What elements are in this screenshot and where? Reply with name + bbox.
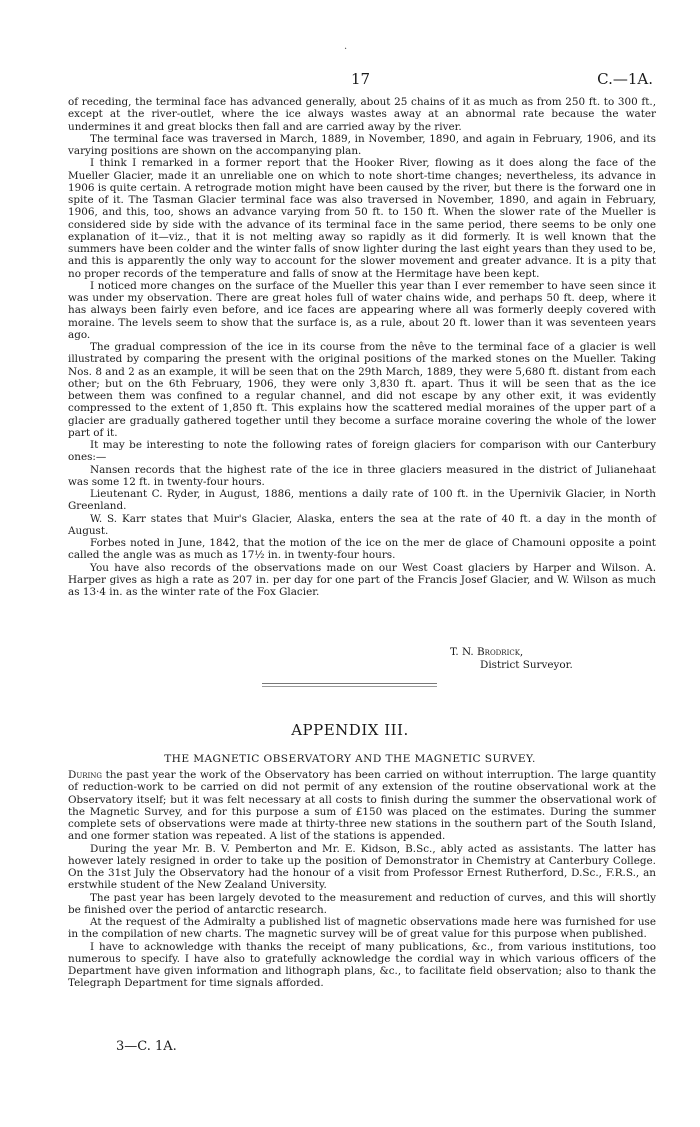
page-footer: 3—C. 1A.: [116, 1039, 177, 1054]
appendix-body: [68, 769, 656, 990]
paragraph: W. S. Karr states that Muir's Glacier, Alaska, enters the sea at the rate of 40 ft. a day in the month of August.: [68, 512, 656, 537]
paragraph: Nansen records that the highest rate of the ice in three glaciers measured in the district of Julianehaat was some 12 ft. in twenty-four hours.: [68, 463, 656, 488]
page-reference: C.—1A.: [597, 70, 653, 88]
paragraph: The terminal face was traversed in March, 1889, in November, 1890, and again in February, 1906, and its varying positions are shown on the accompanying plan.: [68, 132, 656, 157]
page-header: [68, 70, 653, 90]
paragraph: Forbes noted in June, 1842, that the motion of the ice on the mer de glace of Chamouni opposite a point called the angle was as much as 17½ in. in twenty-four hours.: [68, 537, 656, 562]
report-body: [68, 96, 656, 598]
signature-title: District Surveyor.: [480, 659, 573, 671]
paragraph: Lieutenant C. Ryder, in August, 1886, mentions a daily rate of 100 ft. in the Upernivik Glacier, in North Greenland.: [68, 488, 656, 513]
paragraph: I have to acknowledge with thanks the receipt of many publications, &c., from various institutions, too numerous to specify. I have also to gratefully acknowledge the cordial way in which various officers of the Department have given information and lithograph plans, &c., to facilitate field observation; also to thank the Telegraph Department for time signals afforded.: [68, 940, 656, 990]
paragraph: You have also records of the observations made on our West Coast glaciers by Harper and Wilson. A. Harper gives as high a rate as 207 in. per day for one part of the Francis Josef Glacier, and W. Wilson as much as 13·4 in. as the winter rate of the Fox Glacier.: [68, 561, 656, 598]
section-divider: [262, 683, 437, 684]
appendix-subtitle: THE MAGNETIC OBSERVATORY AND THE MAGNETIC SURVEY.: [164, 753, 536, 765]
paragraph: The gradual compression of the ice in its course from the nêve to the terminal face of a glacier is well illustrated by comparing the present with the original positions of the marked stones on the Mueller. Taking Nos. 8 and 2 as an example, it will be seen that on the 29th March, 1889, they were 5,680 ft. distant from each other; but on the 6th February, 1906, they were only 3,830 ft. apart. Thus it will be seen that as the ice between them was confined to a regular channel, and did not escape by any other exit, it was evidently compressed to the extent of 1,850 ft. This explains how the scattered medial moraines of the upper part of a glacier are gradually gathered together until they become a surface moraine covering the whole of the lower part of it.: [68, 341, 656, 439]
paragraph: During the year Mr. B. V. Pemberton and Mr. E. Kidson, B.Sc., ably acted as assistants. The latter has however lately resigned in order to take up the position of Demonstrator in Chemistry at Canterbury College. On the 31st July the Observatory had the honour of a visit from Professor Ernest Rutherford, D.Sc., F.R.S., an erstwhile student of the New Zealand University.: [68, 842, 656, 892]
page-mark: ·: [344, 44, 348, 55]
lead-word: During: [68, 769, 102, 781]
appendix-title: APPENDIX III.: [291, 721, 409, 739]
paragraph: The past year has been largely devoted to the measurement and reduction of curves, and this will shortly be finished over the period of antarctic research.: [68, 891, 656, 916]
signature-block: [450, 646, 573, 672]
paragraph: At the request of the Admiralty a published list of magnetic observations made here was furnished for use in the compilation of new charts. The magnetic survey will be of great value for this purpose when published.: [68, 916, 656, 941]
signature-name: T. N. Brodrick,: [450, 646, 524, 658]
paragraph: of receding, the terminal face has advanced generally, about 25 chains of it as much as from 250 ft. to 300 ft., except at the river-outlet, where the ice always wastes away at an abnormal rate because the water undermines it and great blocks then fall and are carried away by the river.: [68, 96, 656, 133]
paragraph-text: the past year the work of the Observatory has been carried on without interruption. The large quantity of reduction-work to be carried on did not permit of any extension of the routine observational work at the Observatory itself; but it was felt necessary at all costs to finish during the summer the observational work of the Magnetic Survey, and for this purpose a sum of £150 was placed on the estimates. During the summer complete sets of observations were made at thirty-three new stations in the southern part of the South Island, and one former station was repeated. A list of the stations is appended.: [68, 769, 656, 843]
paragraph: I noticed more changes on the surface of the Mueller this year than I ever remember to have seen since it was under my observation. There are great holes full of water chains wide, and perhaps 50 ft. deep, where it has always been fairly even before, and ice faces are appearing where all was formerly deeply covered with moraine. The levels seem to show that the surface is, as a rule, about 20 ft. lower than it was seventeen years ago.: [68, 279, 656, 341]
paragraph: It may be interesting to note the following rates of foreign glaciers for comparison with our Canterbury ones:—: [68, 439, 656, 464]
section-divider-lower: [262, 686, 437, 687]
page-number: 17: [350, 70, 371, 88]
paragraph: [68, 769, 656, 843]
paragraph: I think I remarked in a former report that the Hooker River, flowing as it does along the face of the Mueller Glacier, made it an unreliable one on which to note short-time changes; nevertheless, its advance in 1906 is quite certain. A retrograde motion might have been caused by the river, but there is the forward one in spite of it. The Tasman Glacier terminal face was also traversed in November, 1890, and again in February, 1906, and this, too, shows an advance varying from 50 ft. to 150 ft. When the slower rate of the Mueller is considered side by side with the advance of its terminal face in the same period, there seems to be only one explanation of it—viz., that it is not melting away so rapidly as it did formerly. It is well known that the summers have been colder and the winter falls of snow lighter during the last eight years than they used to be, and this is apparently the only way to account for the slower movement and greater advance. It is a pity that no proper records of the temperature and falls of snow at the Hermitage have been kept.: [68, 157, 656, 280]
